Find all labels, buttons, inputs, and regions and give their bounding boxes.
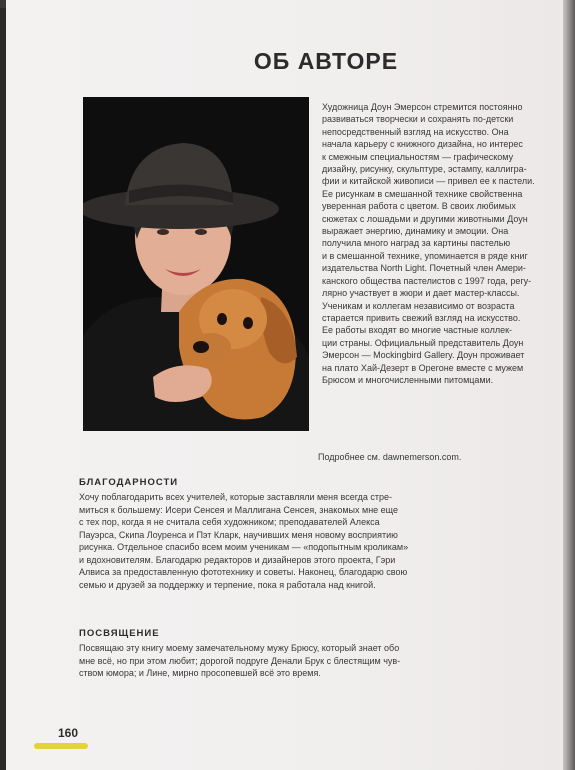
bio-line: Ее работы входят во многие частные коллек- — [322, 325, 513, 336]
bio-line: Ее рисункам в смешанной технике свойственна — [322, 188, 523, 199]
bio-line: на плато Хай-Дезерт в Орегоне вместе с мужем — [322, 362, 524, 373]
bio-line: выражает энергию, динамику и эмоции. Она — [322, 226, 509, 237]
bio-line: и в смешанной технике, упоминается в ряде книг — [322, 250, 528, 261]
bio-line: фии и китайской живописи — привел ее к пастели. — [322, 176, 535, 187]
bio-line: начала карьеру с книжного дизайна, но интерес — [322, 139, 523, 150]
ack-line: семью и друзей за поддержку и терпение, пока я работала над книгой. — [79, 579, 376, 590]
bio-line: Эмерсон — Mockingbird Gallery. Доун проживает — [322, 350, 525, 361]
bio-line: лярно участвует в жюри и дает мастер-классы. — [322, 288, 520, 299]
page-number: 160 — [58, 726, 79, 740]
acknowledgements-heading: БЛАГОДАРНОСТИ — [79, 477, 179, 488]
bio-line: старается привить свежий взгляд на искусство. — [322, 312, 521, 323]
author-bio — [322, 101, 550, 386]
author-portrait-with-dog-icon — [83, 97, 309, 431]
bio-line: Художница Доун Эмерсон стремится постоянно — [322, 102, 523, 112]
ack-line: Алвиса за предоставленную фототехнику и советы. Наконец, благодарю свою — [79, 567, 408, 577]
book-page — [6, 0, 563, 770]
bio-line: ции страны. Официальный представитель Доун — [322, 337, 524, 348]
ack-line: с тех пор, когда я не считала себя художником; преподавателей Алекса — [79, 517, 380, 527]
dedication-text — [79, 642, 499, 680]
bio-line: непосредственный взгляд на искусство. Она — [322, 126, 509, 137]
bio-line: развиваться творчески и сохранять по-детски — [322, 114, 514, 125]
ack-line: рисунка. Отдельное спасибо всем моим ученикам — «подопытным кроликам» — [79, 542, 409, 552]
page-title: ОБ АВТОРЕ — [253, 48, 399, 74]
ack-line: миться к большему: Исери Сенсея и Маллигана Сенсея, знакомых мне еще — [79, 504, 398, 515]
bio-line: Ученикам и коллегам независимо от возраста — [322, 300, 515, 311]
bio-line: издательства North Light. Почетный член Амери- — [322, 263, 526, 274]
bio-line: Брюсом и многочисленными питомцами. — [322, 374, 494, 385]
ack-line: и вдохновителям. Благодарю редакторов и дизайнеров этого проекта, Гэри — [79, 554, 396, 565]
bio-line: получила много наград за картины пастелью — [322, 238, 511, 249]
acknowledgements-text — [79, 491, 499, 591]
more-info-link: Подробнее см. dawnemerson.com. — [318, 452, 462, 462]
ack-line: Хочу поблагодарить всех учителей, которые заставляли меня всегда стре- — [79, 492, 392, 502]
ack-line: Пауэрса, Скипа Лоуренса и Пэт Кларк, научивших меня новому восприятию — [79, 529, 398, 540]
dedication-line: мне всё, но при этом любит; дорогой подруге Денали Брук с блестящим чув- — [79, 655, 401, 666]
dedication-heading: ПОСВЯЩЕНИЕ — [79, 628, 160, 639]
author-photo — [83, 97, 309, 431]
dedication-line: Посвящаю эту книгу моему замечательному мужу Брюсу, который знает обо — [79, 643, 400, 653]
bio-line: сюжетах с лошадьми и другими животными Доун — [322, 213, 528, 224]
bio-line: уверенная работа с цветом. В своих любимых — [322, 201, 516, 212]
bio-line: к смежным специальностям — графическому — [322, 151, 514, 162]
bio-line: дизайну, рисунку, скульптуре, эстампу, каллигра- — [322, 164, 527, 175]
dedication-line: ством юмора; и Лине, мирно просопевшей всё это время. — [79, 668, 321, 678]
bio-line: канского общества пастелистов с 1997 года, регу- — [322, 275, 532, 286]
page-number-highlight — [34, 743, 88, 749]
page-edge-shadow — [563, 0, 575, 770]
